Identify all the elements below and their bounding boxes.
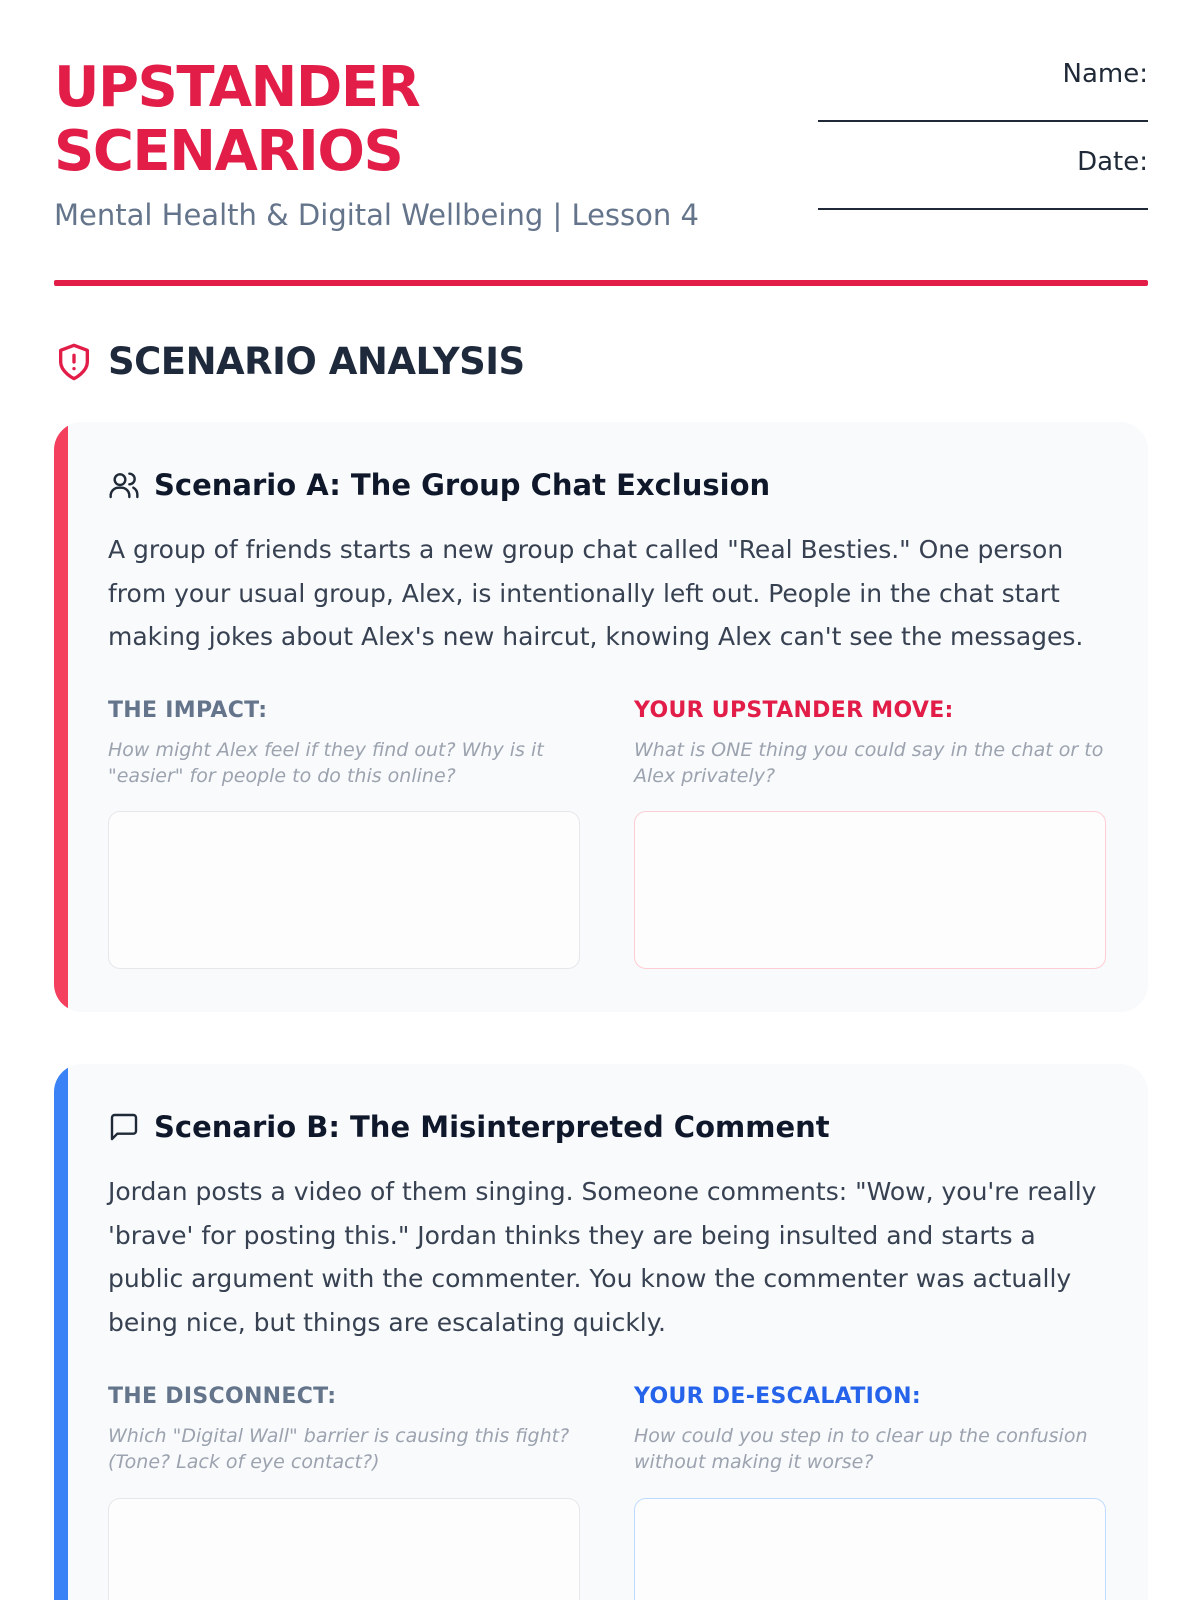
impact-answer-box[interactable] [108, 811, 580, 969]
scenario-b-text: Jordan posts a video of them singing. Someone comments: "Wow, you're really 'brave' for posting this." Jordan thinks they are being insulted and starts a public argument with the commenter. You know the commenter was actually being nice, but things are escalating quickly. [108, 1177, 1097, 1337]
worksheet-subtitle: Mental Health & Digital Wellbeing | Lesson 4 [54, 198, 699, 232]
date-label: Date: [1077, 147, 1148, 177]
de-escalation-answer-box[interactable] [634, 1498, 1106, 1600]
scenario-a-accent [54, 422, 68, 1012]
date-field[interactable] [818, 180, 1148, 210]
users-icon [108, 469, 140, 501]
upstander-move-hint: What is ONE thing you could say in the chat or to Alex privately? [634, 739, 1104, 787]
scenario-b-header [108, 1110, 830, 1144]
message-square-icon [108, 1111, 140, 1143]
disconnect-hint: Which "Digital Wall" barrier is causing this fight? (Tone? Lack of eye contact?) [108, 1425, 570, 1473]
shield-alert-icon [54, 342, 94, 382]
section-heading [54, 340, 525, 383]
student-fields [818, 56, 1148, 232]
upstander-move-label: YOUR UPSTANDER MOVE: [634, 698, 954, 723]
worksheet-header [54, 56, 1148, 288]
scenario-b-card [54, 1064, 1148, 1600]
impact-label: THE IMPACT: [108, 698, 268, 723]
scenario-a-header [108, 468, 770, 502]
de-escalation-column [634, 1384, 1106, 1475]
header-divider [54, 280, 1148, 286]
name-field[interactable] [818, 92, 1148, 122]
impact-column [108, 698, 580, 789]
impact-hint: How might Alex feel if they find out? Why is it "easier" for people to do this online? [108, 739, 544, 787]
section-title: SCENARIO ANALYSIS [108, 340, 525, 383]
title-line-2: SCENARIOS [54, 119, 403, 184]
upstander-move-answer-box[interactable] [634, 811, 1106, 969]
scenario-a-card [54, 422, 1148, 1012]
disconnect-column [108, 1384, 580, 1475]
de-escalation-label: YOUR DE-ESCALATION: [634, 1384, 921, 1409]
disconnect-label: THE DISCONNECT: [108, 1384, 337, 1409]
disconnect-answer-box[interactable] [108, 1498, 580, 1600]
upstander-move-column [634, 698, 1106, 789]
scenario-b-accent [54, 1064, 68, 1600]
title-line-1: UPSTANDER [54, 55, 420, 120]
scenario-b-heading: Scenario B: The Misinterpreted Comment [154, 1110, 830, 1144]
scenario-a-heading: Scenario A: The Group Chat Exclusion [154, 468, 771, 502]
name-label: Name: [1062, 59, 1148, 89]
de-escalation-hint: How could you step in to clear up the confusion without making it worse? [634, 1425, 1088, 1473]
scenario-a-text: A group of friends starts a new group chat called "Real Besties." One person from your usual group, Alex, is intentionally left out. People in the chat start making jokes about Alex's new haircut, knowing Alex can't see the messages. [108, 535, 1084, 651]
